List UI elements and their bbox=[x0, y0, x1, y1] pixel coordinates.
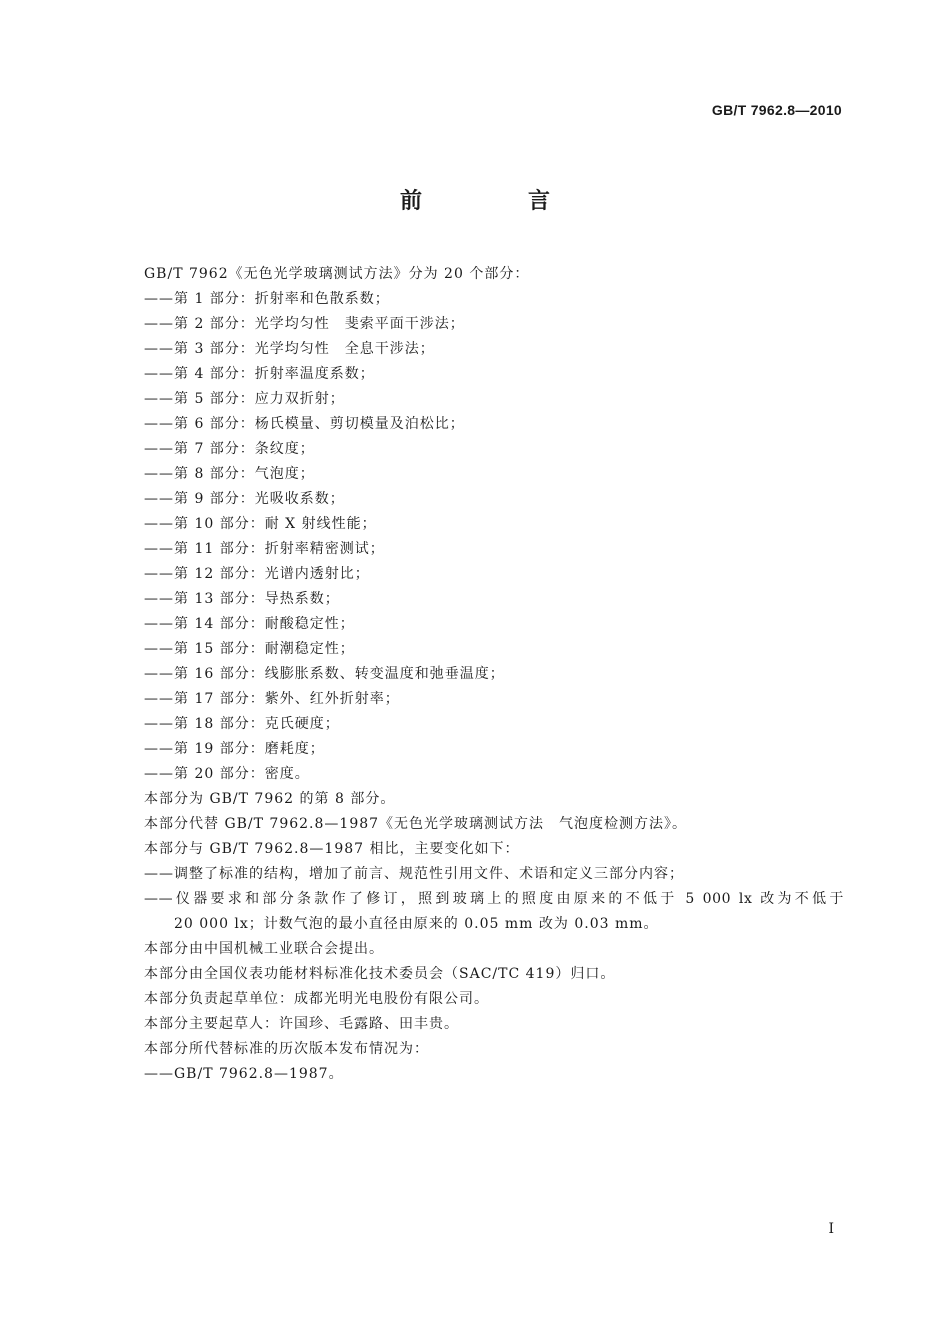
version-history-paragraph: 本部分所代替标准的历次版本发布情况为： bbox=[144, 1041, 429, 1057]
part-list-item: ——第 7 部分：条纹度； bbox=[144, 441, 315, 457]
drafters-paragraph: 本部分主要起草人：许国珍、毛露路、田丰贵。 bbox=[144, 1016, 459, 1032]
part-list-item: ——第 14 部分：耐酸稳定性； bbox=[144, 616, 355, 632]
scope-paragraph: 本部分为 GB/T 7962 的第 8 部分。 bbox=[144, 791, 396, 807]
part-list-item: ——第 4 部分：折射率温度系数； bbox=[144, 366, 375, 382]
changes-paragraph: 本部分与 GB/T 7962.8—1987 相比，主要变化如下： bbox=[144, 841, 520, 857]
page-title: 前 言 bbox=[399, 189, 592, 214]
change-list-item: ——仪器要求和部分条款作了修订，照到玻璃上的照度由原来的不低于 5 000 lx 改为不低于 bbox=[144, 891, 844, 907]
part-list-item: ——第 19 部分：磨耗度； bbox=[144, 741, 325, 757]
proposer-paragraph: 本部分由中国机械工业联合会提出。 bbox=[144, 941, 384, 957]
part-list-item: ——第 1 部分：折射率和色散系数； bbox=[144, 291, 390, 307]
page-number: I bbox=[828, 1221, 834, 1237]
foreword-body bbox=[144, 262, 844, 1087]
part-list-item: ——第 8 部分：气泡度； bbox=[144, 466, 315, 482]
part-list-item: ——第 13 部分：导热系数； bbox=[144, 591, 340, 607]
version-history-item: ——GB/T 7962.8—1987。 bbox=[144, 1066, 344, 1082]
part-list-item: ——第 5 部分：应力双折射； bbox=[144, 391, 345, 407]
part-list-item: ——第 17 部分：紫外、红外折射率； bbox=[144, 691, 400, 707]
change-list-item-continuation: 20 000 lx；计数气泡的最小直径由原来的 0.05 mm 改为 0.03 mm。 bbox=[174, 916, 659, 932]
part-list-item: ——第 18 部分：克氏硬度； bbox=[144, 716, 340, 732]
standard-code-header: GB/T 7962.8—2010 bbox=[711, 102, 842, 118]
part-list-item: ——第 20 部分：密度。 bbox=[144, 766, 310, 782]
part-list-item: ——第 16 部分：线膨胀系数、转变温度和弛垂温度； bbox=[144, 666, 505, 682]
intro-paragraph: GB/T 7962《无色光学玻璃测试方法》分为 20 个部分： bbox=[144, 266, 530, 282]
part-list-item: ——第 15 部分：耐潮稳定性； bbox=[144, 641, 355, 657]
part-list-item: ——第 3 部分：光学均匀性 全息干涉法； bbox=[144, 341, 435, 357]
part-list-item: ——第 12 部分：光谱内透射比； bbox=[144, 566, 370, 582]
part-list-item: ——第 10 部分：耐 X 射线性能； bbox=[144, 516, 377, 532]
replacement-paragraph: 本部分代替 GB/T 7962.8—1987《无色光学玻璃测试方法 气泡度检测方法》。 bbox=[144, 816, 688, 832]
part-list-item: ——第 9 部分：光吸收系数； bbox=[144, 491, 345, 507]
drafting-unit-paragraph: 本部分负责起草单位：成都光明光电股份有限公司。 bbox=[144, 991, 489, 1007]
committee-paragraph: 本部分由全国仪表功能材料标准化技术委员会（SAC/TC 419）归口。 bbox=[144, 966, 616, 982]
part-list-item: ——第 2 部分：光学均匀性 斐索平面干涉法； bbox=[144, 316, 465, 332]
part-list-item: ——第 11 部分：折射率精密测试； bbox=[144, 541, 385, 557]
part-list-item: ——第 6 部分：杨氏模量、剪切模量及泊松比； bbox=[144, 416, 465, 432]
change-list-item: ——调整了标准的结构，增加了前言、规范性引用文件、术语和定义三部分内容； bbox=[144, 866, 684, 882]
